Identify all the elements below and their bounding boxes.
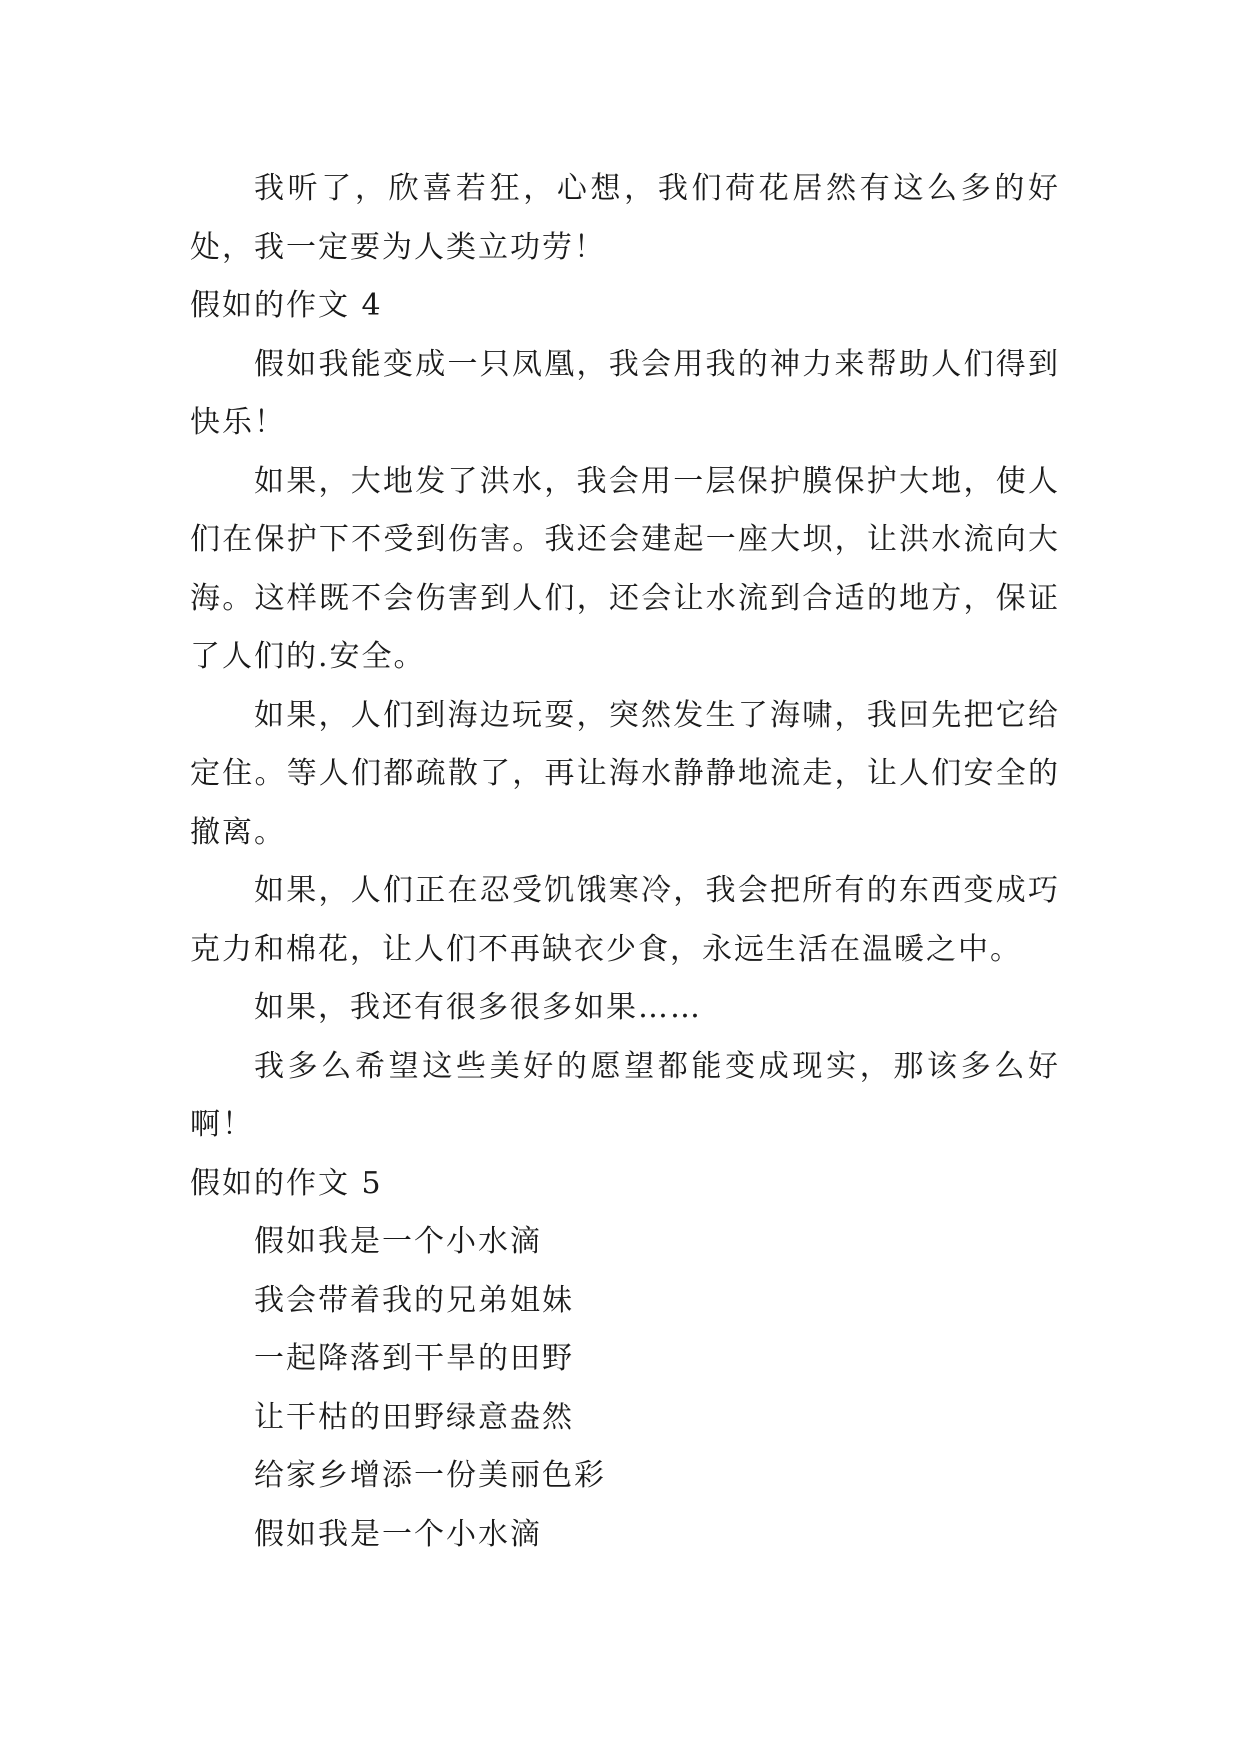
paragraph: 我多么希望这些美好的愿望都能变成现实，那该多么好啊！ — [190, 1048, 1060, 1142]
poem-line: 假如我是一个小水滴 — [254, 1224, 542, 1259]
document-body — [190, 160, 1060, 1564]
poem-line: 假如我是一个小水滴 — [254, 1516, 542, 1552]
paragraph: 如果，人们到海边玩耍，突然发生了海啸，我回先把它给定住。等人们都疏散了，再让海水静静地流走，让人们安全的撤离。 — [190, 697, 1060, 850]
paragraph: 如果，大地发了洪水，我会用一层保护膜保护大地，使人们在保护下不受到伤害。我还会建起一座大坝，让洪水流向大海。这样既不会伤害到人们，还会让水流到合适的地方，保证了人们的.安全。 — [190, 463, 1060, 674]
section-heading: 假如的作文 5 — [190, 1165, 383, 1201]
poem-line: 一起降落到干旱的田野 — [254, 1341, 574, 1376]
section-heading: 假如的作文 4 — [190, 288, 383, 323]
paragraph: 如果，人们正在忍受饥饿寒冷，我会把所有的东西变成巧克力和棉花，让人们不再缺衣少食，永远生活在温暖之中。 — [190, 873, 1060, 967]
poem-line: 我会带着我的兄弟姐妹 — [254, 1282, 574, 1318]
poem-line: 让干枯的田野绿意盎然 — [254, 1399, 574, 1435]
poem-line: 给家乡增添一份美丽色彩 — [254, 1458, 606, 1493]
paragraph: 我听了，欣喜若狂，心想，我们荷花居然有这么多的好处，我一定要为人类立功劳！ — [190, 171, 1060, 265]
paragraph: 假如我能变成一只凤凰，我会用我的神力来帮助人们得到快乐！ — [190, 346, 1060, 440]
paragraph: 如果，我还有很多很多如果…… — [254, 990, 702, 1025]
